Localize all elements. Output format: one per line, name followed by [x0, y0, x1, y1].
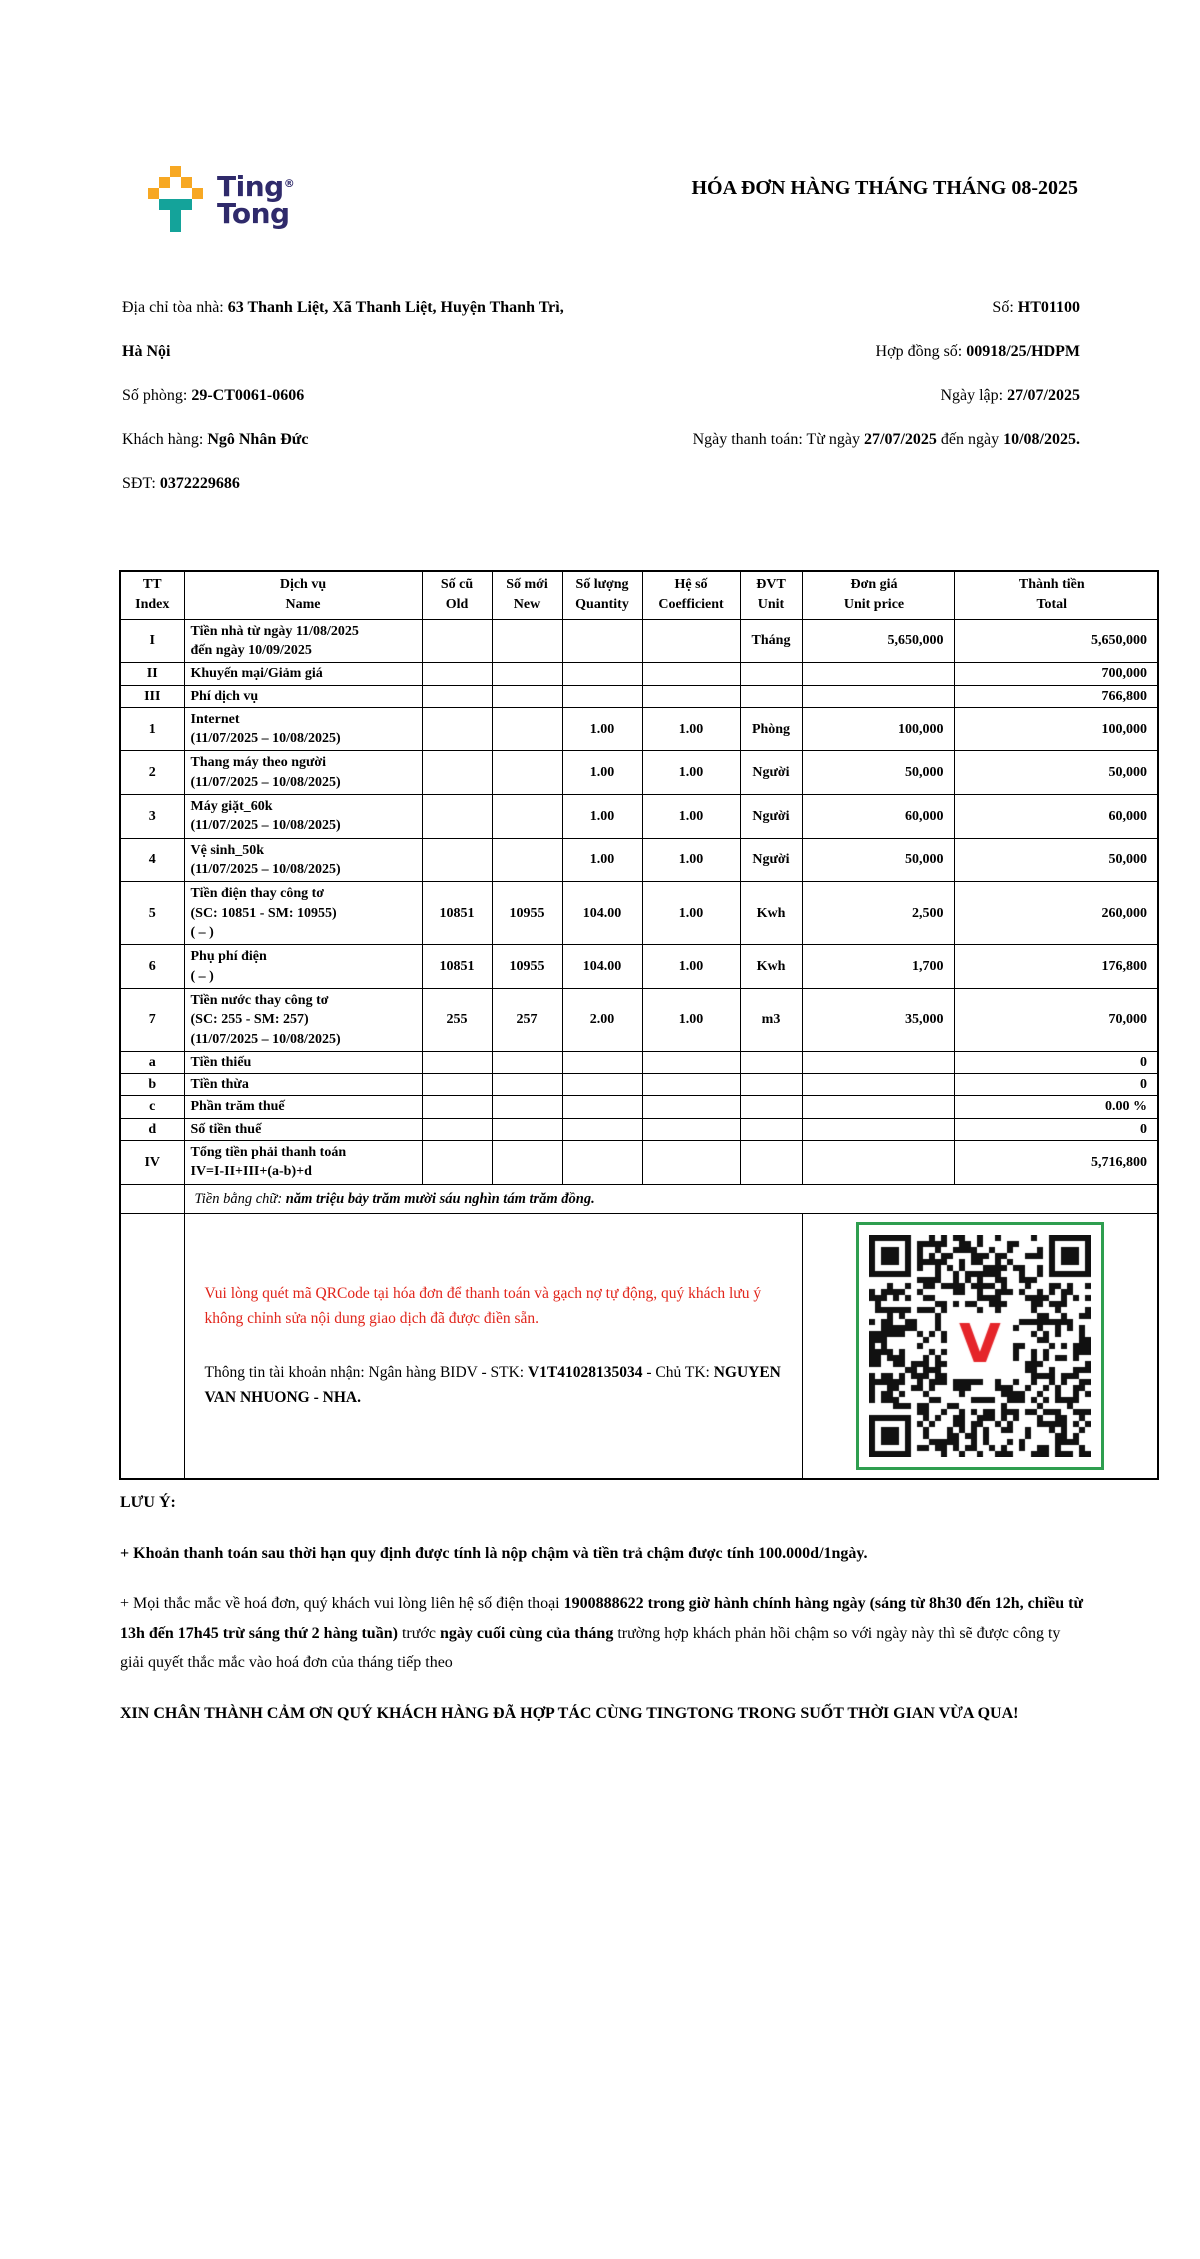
- table-row-6: [120, 945, 1158, 989]
- pixel-art: [148, 166, 159, 177]
- cell-old: 255: [422, 988, 492, 1051]
- cell-name: Internet (11/07/2025 – 10/08/2025): [184, 707, 422, 751]
- table-row-3: [120, 795, 1158, 839]
- brand-name-line1: Ting: [217, 170, 284, 203]
- cell-total: 50,000: [954, 751, 1158, 795]
- cell-new: [492, 1074, 562, 1096]
- header-row: [120, 571, 1158, 619]
- cell-empty: [120, 1184, 184, 1213]
- qr-instructions: [184, 1213, 802, 1479]
- cell-qty: [562, 1118, 642, 1140]
- cell-unit: [740, 1074, 802, 1096]
- invoice-meta: [630, 286, 1080, 506]
- cell-qty: [562, 685, 642, 707]
- cell-name: Tiền thừa: [184, 1074, 422, 1096]
- cell-coef: [642, 1051, 740, 1073]
- cell-new: [492, 751, 562, 795]
- invoice-title: HÓA ĐƠN HÀNG THÁNG THÁNG 08-2025: [691, 177, 1078, 199]
- cell-name: Thang máy theo người (11/07/2025 – 10/08/2025): [184, 751, 422, 795]
- column-header-total: Thành tiền Total: [954, 571, 1158, 619]
- table-row-III: [120, 685, 1158, 707]
- qr-code-frame: [856, 1222, 1104, 1470]
- cell-qty: 2.00: [562, 988, 642, 1051]
- cell-old: [422, 1141, 492, 1185]
- cell-unit: [740, 1141, 802, 1185]
- thank-you-note: XIN CHÂN THÀNH CẢM ƠN QUÝ KHÁCH HÀNG ĐÃ HỢP TÁC CÙNG TINGTONG TRONG SUỐT THỜI GIAN VỪA QUA!: [120, 1704, 1019, 1722]
- cell-price: 5,650,000: [802, 619, 954, 663]
- brand-logo: [148, 166, 294, 232]
- cell-qty: 1.00: [562, 751, 642, 795]
- cell-unit: Tháng: [740, 619, 802, 663]
- cell-price: [802, 685, 954, 707]
- cell-coef: [642, 619, 740, 663]
- cell-price: 50,000: [802, 751, 954, 795]
- cell-new: 10955: [492, 945, 562, 989]
- cell-name: Tiền điện thay công tơ (SC: 10851 - SM: 10955) ( – ): [184, 882, 422, 945]
- cell-name: Máy giặt_60k (11/07/2025 – 10/08/2025): [184, 795, 422, 839]
- column-header-qty: Số lượng Quantity: [562, 571, 642, 619]
- column-header-unit: ĐVT Unit: [740, 571, 802, 619]
- cell-old: [422, 1051, 492, 1073]
- cell-price: 35,000: [802, 988, 954, 1051]
- cell-price: [802, 663, 954, 685]
- cell-price: [802, 1074, 954, 1096]
- cell-new: [492, 838, 562, 882]
- footer-notes: [120, 1488, 1088, 1750]
- cell-coef: 1.00: [642, 945, 740, 989]
- cell-old: [422, 685, 492, 707]
- brand-logo-text: [217, 170, 295, 230]
- cell-coef: 1.00: [642, 707, 740, 751]
- cell-index: I: [120, 619, 184, 663]
- cell-name: Số tiền thuế: [184, 1118, 422, 1140]
- cell-unit: [740, 1118, 802, 1140]
- cell-total: 60,000: [954, 795, 1158, 839]
- cell-total: 0: [954, 1118, 1158, 1140]
- cell-unit: Phòng: [740, 707, 802, 751]
- cell-old: [422, 1096, 492, 1118]
- cell-index: c: [120, 1096, 184, 1118]
- cell-coef: [642, 685, 740, 707]
- cell-qty: 104.00: [562, 945, 642, 989]
- info-line-building-address: Địa chỉ tòa nhà: 63 Thanh Liệt, Xã Thanh Liệt, Huyện Thanh Trì, Hà Nội: [122, 299, 564, 360]
- cell-qty: [562, 1096, 642, 1118]
- late-payment-note: + Khoản thanh toán sau thời hạn quy định được tính là nộp chậm và tiền trả chậm được tính 100.000d/1ngày.: [120, 1544, 868, 1562]
- cell-index: 4: [120, 838, 184, 882]
- cell-coef: 1.00: [642, 751, 740, 795]
- cell-index: a: [120, 1051, 184, 1073]
- cell-name: Tiền nước thay công tơ (SC: 255 - SM: 257) (11/07/2025 – 10/08/2025): [184, 988, 422, 1051]
- cell-index: II: [120, 663, 184, 685]
- cell-unit: [740, 663, 802, 685]
- cell-coef: [642, 663, 740, 685]
- cell-total: 50,000: [954, 838, 1158, 882]
- cell-old: [422, 751, 492, 795]
- cell-name: Phí dịch vụ: [184, 685, 422, 707]
- cell-qty: 1.00: [562, 707, 642, 751]
- hotline-note: + Mọi thắc mắc về hoá đơn, quý khách vui lòng liên hệ số điện thoại 1900888622 trong giờ hành chính hàng ngày (sáng từ 8h30 đến 12h, chiều từ 13h đến 17h45 trừ sáng thứ 2 hàng tuần) trước ngày cuối cùng của tháng trường hợp khách phản hồi chậm so với ngày này thì sẽ được công ty giải quyết thắc mắc vào hoá đơn của tháng tiếp theo: [120, 1595, 1084, 1672]
- qr-code-cell: [802, 1213, 1158, 1479]
- cell-old: [422, 1118, 492, 1140]
- table-row-c: [120, 1096, 1158, 1118]
- table-header: [120, 571, 1158, 619]
- cell-price: [802, 1141, 954, 1185]
- cell-total: 100,000: [954, 707, 1158, 751]
- cell-total: 70,000: [954, 988, 1158, 1051]
- cell-new: [492, 685, 562, 707]
- cell-price: 2,500: [802, 882, 954, 945]
- info-line-payment-period: Ngày thanh toán: Từ ngày 27/07/2025 đến ngày 10/08/2025.: [692, 431, 1080, 448]
- invoice-table-wrap: [119, 570, 1159, 1480]
- table-row-b: [120, 1074, 1158, 1096]
- column-header-price: Đơn giá Unit price: [802, 571, 954, 619]
- cell-total: 0.00 %: [954, 1096, 1158, 1118]
- cell-new: [492, 663, 562, 685]
- table-row-4: [120, 838, 1158, 882]
- invoice-info: [122, 286, 1080, 506]
- cell-total: 5,716,800: [954, 1141, 1158, 1185]
- table-extra: [120, 1184, 1158, 1479]
- cell-unit: Kwh: [740, 945, 802, 989]
- cell-name: Phần trăm thuế: [184, 1096, 422, 1118]
- cell-index: IV: [120, 1141, 184, 1185]
- cell-new: [492, 1118, 562, 1140]
- table-body: [120, 619, 1158, 1184]
- amount-in-words-row: [120, 1184, 1158, 1213]
- info-line-phone: SĐT: 0372229686: [122, 475, 240, 492]
- info-line-contract-number: Hợp đồng số: 00918/25/HDPM: [875, 343, 1080, 360]
- cell-name: Phụ phí điện ( – ): [184, 945, 422, 989]
- table-row-I: [120, 619, 1158, 663]
- cell-unit: Người: [740, 838, 802, 882]
- cell-qty: 104.00: [562, 882, 642, 945]
- cell-qty: 1.00: [562, 795, 642, 839]
- cell-name: Tiền nhà từ ngày 11/08/2025 đến ngày 10/09/2025: [184, 619, 422, 663]
- cell-old: [422, 795, 492, 839]
- cell-new: [492, 1051, 562, 1073]
- cell-unit: m3: [740, 988, 802, 1051]
- info-line-room-number: Số phòng: 29-CT0061-0606: [122, 387, 305, 404]
- cell-price: 1,700: [802, 945, 954, 989]
- cell-total: 176,800: [954, 945, 1158, 989]
- cell-unit: Kwh: [740, 882, 802, 945]
- table-row-2: [120, 751, 1158, 795]
- info-line-issue-date: Ngày lập: 27/07/2025: [940, 387, 1080, 404]
- cell-total: 766,800: [954, 685, 1158, 707]
- cell-old: [422, 838, 492, 882]
- cell-coef: 1.00: [642, 988, 740, 1051]
- cell-name: Vệ sinh_50k (11/07/2025 – 10/08/2025): [184, 838, 422, 882]
- cell-new: [492, 707, 562, 751]
- info-line-invoice-number: Số: HT01100: [992, 299, 1080, 316]
- cell-name: Tiền thiếu: [184, 1051, 422, 1073]
- cell-total: 260,000: [954, 882, 1158, 945]
- bank-account-info: Thông tin tài khoản nhận: Ngân hàng BIDV - STK: V1T41028135034 - Chủ TK: NGUYEN VAN NHUONG - NHA.: [204, 1363, 781, 1407]
- cell-unit: [740, 1096, 802, 1118]
- cell-unit: [740, 1051, 802, 1073]
- notes-heading: LƯU Ý:: [120, 1494, 176, 1511]
- cell-total: 700,000: [954, 663, 1158, 685]
- cell-coef: 1.00: [642, 838, 740, 882]
- column-header-coef: Hệ số Coefficient: [642, 571, 740, 619]
- cell-unit: [740, 685, 802, 707]
- cell-unit: Người: [740, 795, 802, 839]
- customer-info: [122, 286, 582, 506]
- column-header-old: Số cũ Old: [422, 571, 492, 619]
- cell-old: [422, 663, 492, 685]
- table-row-a: [120, 1051, 1158, 1073]
- table-row-7: [120, 988, 1158, 1051]
- qr-code: [869, 1235, 1091, 1457]
- brand-name-line2: Tong: [217, 197, 290, 230]
- cell-index: b: [120, 1074, 184, 1096]
- cell-price: 100,000: [802, 707, 954, 751]
- cell-qty: [562, 619, 642, 663]
- cell-coef: [642, 1118, 740, 1140]
- cell-qty: [562, 1051, 642, 1073]
- cell-qty: [562, 1141, 642, 1185]
- cell-index: 7: [120, 988, 184, 1051]
- table-row-1: [120, 707, 1158, 751]
- amount-in-words: Tiền bằng chữ: năm triệu bảy trăm mười sáu nghìn tám trăm đồng.: [184, 1184, 1158, 1213]
- cell-unit: Người: [740, 751, 802, 795]
- cell-old: [422, 619, 492, 663]
- cell-new: 10955: [492, 882, 562, 945]
- cell-price: [802, 1118, 954, 1140]
- cell-index: III: [120, 685, 184, 707]
- cell-coef: [642, 1141, 740, 1185]
- cell-coef: 1.00: [642, 882, 740, 945]
- cell-price: [802, 1051, 954, 1073]
- cell-name: Khuyến mại/Giảm giá: [184, 663, 422, 685]
- cell-index: 1: [120, 707, 184, 751]
- cell-coef: [642, 1074, 740, 1096]
- column-header-name: Dịch vụ Name: [184, 571, 422, 619]
- table-row-II: [120, 663, 1158, 685]
- cell-index: 6: [120, 945, 184, 989]
- qr-row: [120, 1213, 1158, 1479]
- tingtong-pixel-arrow-icon: [148, 166, 203, 232]
- table-row-d: [120, 1118, 1158, 1140]
- table-row-5: [120, 882, 1158, 945]
- cell-price: [802, 1096, 954, 1118]
- cell-price: 50,000: [802, 838, 954, 882]
- cell-total: 0: [954, 1074, 1158, 1096]
- cell-total: 0: [954, 1051, 1158, 1073]
- cell-qty: [562, 663, 642, 685]
- cell-old: 10851: [422, 945, 492, 989]
- cell-index: 2: [120, 751, 184, 795]
- registered-mark: ®: [283, 177, 295, 190]
- cell-new: [492, 795, 562, 839]
- cell-new: [492, 1096, 562, 1118]
- info-line-customer-name: Khách hàng: Ngô Nhân Đức: [122, 431, 309, 448]
- cell-new: [492, 1141, 562, 1185]
- cell-new: [492, 619, 562, 663]
- cell-old: [422, 707, 492, 751]
- cell-qty: 1.00: [562, 838, 642, 882]
- cell-index: 5: [120, 882, 184, 945]
- qr-note-red: Vui lòng quét mã QRCode tại hóa đơn để thanh toán và gạch nợ tự động, quý khách lưu ý không chỉnh sửa nội dung giao dịch đã được điền sẵn.: [204, 1284, 762, 1328]
- table-row-IV: [120, 1141, 1158, 1185]
- cell-total: 5,650,000: [954, 619, 1158, 663]
- invoice-table: [119, 570, 1159, 1480]
- cell-index: 3: [120, 795, 184, 839]
- cell-price: 60,000: [802, 795, 954, 839]
- cell-new: 257: [492, 988, 562, 1051]
- cell-index: d: [120, 1118, 184, 1140]
- cell-qty: [562, 1074, 642, 1096]
- cell-empty: [120, 1213, 184, 1479]
- cell-old: [422, 1074, 492, 1096]
- cell-name: Tổng tiền phải thanh toán IV=I-II+III+(a-b)+d: [184, 1141, 422, 1185]
- cell-coef: [642, 1096, 740, 1118]
- column-header-index: TT Index: [120, 571, 184, 619]
- column-header-new: Số mới New: [492, 571, 562, 619]
- cell-old: 10851: [422, 882, 492, 945]
- cell-coef: 1.00: [642, 795, 740, 839]
